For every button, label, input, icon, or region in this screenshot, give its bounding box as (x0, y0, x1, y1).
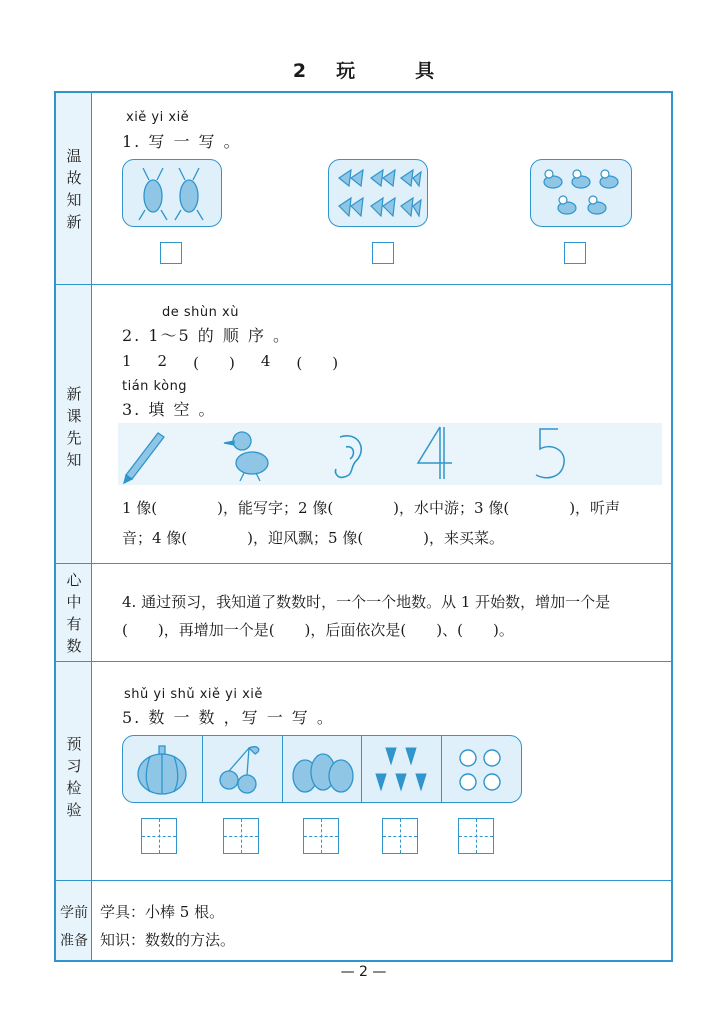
pumpkin-icon (123, 736, 201, 802)
divider (56, 880, 671, 881)
ear-icon (335, 436, 361, 478)
q1-prompt: 1. 写 一 写 。 (122, 132, 242, 151)
q2-prompt: 2. 1～5 的 顺 序 。 (122, 326, 292, 345)
bee-icon (531, 160, 631, 226)
page-title: 2 玩 具 (292, 60, 435, 82)
q1-pinyin: xiě yi xiě (126, 110, 190, 125)
pencil-icon (124, 433, 164, 483)
picture-grasshoppers (122, 159, 222, 227)
q2-sequence: 1 2 ( ) 4 ( ) (122, 352, 339, 372)
section-label-new-lesson: 新 课 先 知 (66, 385, 82, 469)
q3-line-2: 音；4 像( )，迎风飘；5 像( )，来买菜。 (122, 529, 505, 547)
writing-grid[interactable] (223, 818, 259, 854)
cell-cabbage (283, 736, 363, 802)
writing-grid[interactable] (382, 818, 418, 854)
q5-picture-row (122, 735, 522, 803)
section-label-prep: 学前 准备 (60, 905, 88, 949)
writing-grid[interactable] (141, 818, 177, 854)
blank[interactable]: ( ) (296, 354, 339, 372)
writing-grid[interactable] (303, 818, 339, 854)
q2-pinyin: de shùn xù (162, 305, 239, 320)
q3-prompt: 3. 填 空 。 (122, 400, 217, 419)
divider (56, 563, 671, 564)
section-label-check: 预 习 检 验 (66, 735, 82, 819)
four-digit-icon (418, 427, 452, 479)
blank[interactable]: ( ) (193, 354, 235, 372)
q3-picture-strip (118, 423, 662, 485)
butterfly-icon (329, 160, 427, 226)
cell-cherry (203, 736, 283, 802)
cell-peach (442, 736, 521, 802)
q3-pinyin: tián kòng (122, 379, 188, 394)
section-label-in-mind: 心 中 有 数 (66, 571, 82, 655)
worksheet-frame (54, 91, 673, 962)
section-label-review: 温 故 知 新 (66, 147, 82, 231)
prep-knowledge: 知识：数数的方法。 (100, 931, 236, 949)
divider (56, 661, 671, 662)
picture-bees (530, 159, 632, 227)
divider (56, 284, 671, 285)
cabbage-icon (283, 736, 361, 802)
prep-tools: 学具：小棒 5 根。 (100, 903, 225, 921)
five-digit-icon (536, 429, 564, 478)
strawberry-icon (362, 736, 440, 802)
page-number: — 2 — (340, 964, 387, 980)
q4-line-2: ( )，再增加一个是( )，后面依次是( )、( )。 (122, 621, 514, 639)
writing-grid[interactable] (458, 818, 494, 854)
cherry-icon (203, 736, 281, 802)
q3-line-1: 1 像( )，能写字；2 像( )，水中游；3 像( )，听声 (122, 499, 621, 517)
duck-icon (224, 432, 268, 481)
q5-pinyin: shǔ yi shǔ xiě yi xiě (124, 687, 263, 702)
answer-box[interactable] (564, 242, 586, 264)
peach-icon (442, 736, 520, 802)
cell-pumpkin (123, 736, 203, 802)
q5-prompt: 5. 数 一 数 ，写 一 写 。 (122, 708, 335, 727)
q4-line-1: 4. 通过预习，我知道了数数时，一个一个地数。从 1 开始数，增加一个是 (122, 593, 611, 611)
cell-strawberry (362, 736, 442, 802)
picture-butterflies (328, 159, 428, 227)
answer-box[interactable] (372, 242, 394, 264)
answer-box[interactable] (160, 242, 182, 264)
grasshopper-icon (123, 160, 221, 226)
